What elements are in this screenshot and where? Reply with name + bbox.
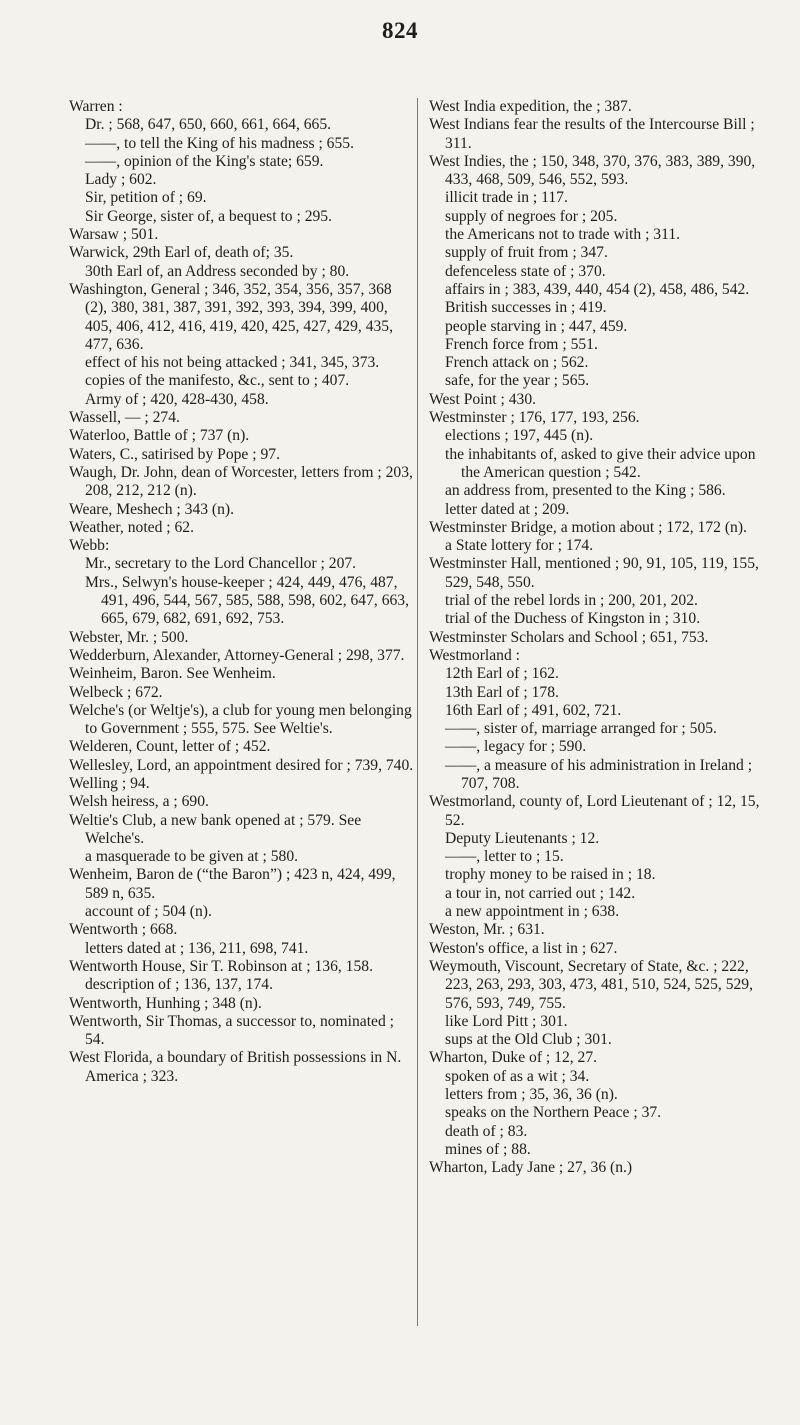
index-subentry: an address from, presented to the King ; 586. <box>445 482 726 500</box>
index-entry: Waters, C., satirised by Pope ; 97. <box>69 445 280 463</box>
index-entry: West Point ; 430. <box>429 390 537 408</box>
index-subentry: ——, to tell the King of his madness ; 655. <box>85 134 354 152</box>
index-subentry: 16th Earl of ; 491, 602, 721. <box>445 701 622 719</box>
index-entry: West India expedition, the ; 387. <box>429 98 632 115</box>
index-subentry: 30th Earl of, an Address seconded by ; 80. <box>85 262 350 280</box>
index-subentry: Deputy Lieutenants ; 12. <box>445 829 600 847</box>
index-subentry: trial of the rebel lords in ; 200, 201, 202. <box>445 592 698 610</box>
index-entry: Weymouth, Viscount, Secretary of State, &c. ; 222, 223, 263, 293, 303, 473, 481, 510, 524, 525, 529, 576, 593, 749, 755. <box>429 957 753 1012</box>
index-subentry: a State lottery for ; 174. <box>445 537 594 555</box>
index-entry: Welbeck ; 672. <box>69 683 163 701</box>
index-subentry: Sir, petition of ; 69. <box>85 189 207 207</box>
index-entry: Warren : <box>69 98 123 115</box>
index-subentry: defenceless state of ; 370. <box>445 262 606 280</box>
index-subentry: ——, letter to ; 15. <box>445 848 564 866</box>
index-entry: Warsaw ; 501. <box>69 226 159 244</box>
index-entry: Wentworth, Hunhing ; 348 (n). <box>69 994 262 1012</box>
index-subentry: speaks on the Northern Peace ; 37. <box>445 1104 662 1122</box>
index-entry: Wellesley, Lord, an appointment desired for ; 739, 740. <box>69 756 414 774</box>
index-subentry: affairs in ; 383, 439, 440, 454 (2), 458, 486, 542. <box>445 280 750 298</box>
index-subentry: description of ; 136, 137, 174. <box>85 976 273 994</box>
index-subentry: mines of ; 88. <box>445 1140 531 1158</box>
index-entry: Welche's (or Weltje's), a club for young men belonging to Government ; 555, 575. See Weltie's. <box>69 701 412 738</box>
index-entry: Weston, Mr. ; 631. <box>429 921 545 939</box>
index-subentry: 12th Earl of ; 162. <box>445 665 559 683</box>
index-subentry: ——, legacy for ; 590. <box>445 738 587 756</box>
column-divider <box>417 98 418 1326</box>
index-subentry: Mrs., Selwyn's house-keeper ; 424, 449, 476, 487, 491, 496, 544, 567, 585, 588, 598, 602, 647, 663, 665, 679, 682, 691, 692, 753. <box>85 573 409 628</box>
index-subentry: supply of negroes for ; 205. <box>445 207 618 225</box>
index-entry: Wentworth House, Sir T. Robinson at ; 136, 158. <box>69 957 373 975</box>
index-subentry: Dr. ; 568, 647, 650, 660, 661, 664, 665. <box>85 116 332 134</box>
index-subentry: illicit trade in ; 117. <box>445 189 568 207</box>
index-column-right <box>429 98 774 1178</box>
index-subentry: 13th Earl of ; 178. <box>445 683 559 701</box>
index-entry: Waterloo, Battle of ; 737 (n). <box>69 427 250 445</box>
index-subentry: Mr., secretary to the Lord Chancellor ; 207. <box>85 555 357 573</box>
index-entry: Weltie's Club, a new bank opened at ; 579. See Welche's. <box>69 811 362 847</box>
index-entry: Westmorland, county of, Lord Lieutenant of ; 12, 15, 52. <box>429 793 760 829</box>
index-subentry: the inhabitants of, asked to give their advice upon the American question ; 542. <box>445 445 756 481</box>
index-subentry: death of ; 83. <box>445 1122 528 1140</box>
index-entry: Wenheim, Baron de (“the Baron”) ; 423 n, 424, 499, 589 n, 635. <box>69 866 396 902</box>
index-subentry: trial of the Duchess of Kingston in ; 310. <box>445 610 701 628</box>
index-subentry: French force from ; 551. <box>445 335 598 353</box>
index-subentry: safe, for the year ; 565. <box>445 372 590 390</box>
index-entry: Weare, Meshech ; 343 (n). <box>69 500 235 518</box>
index-subentry: like Lord Pitt ; 301. <box>445 1012 568 1030</box>
index-entry: Weston's office, a list in ; 627. <box>429 939 618 957</box>
index-entry: Wharton, Duke of ; 12, 27. <box>429 1049 598 1067</box>
index-entry: Weinheim, Baron. See Wenheim. <box>69 665 276 683</box>
index-subentry: spoken of as a wit ; 34. <box>445 1067 590 1085</box>
index-subentry: Army of ; 420, 428-430, 458. <box>85 390 269 408</box>
index-entry: Welsh heiress, a ; 690. <box>69 793 209 811</box>
index-subentry: ——, a measure of his administration in Ireland ; 707, 708. <box>445 756 753 792</box>
index-subentry: supply of fruit from ; 347. <box>445 244 608 262</box>
index-entry: Webb: <box>69 537 110 555</box>
index-subentry: Lady ; 602. <box>85 171 157 189</box>
index-entry: West Indians fear the results of the Intercourse Bill ; 311. <box>429 116 755 152</box>
index-entry: Wassell, — ; 274. <box>69 409 180 427</box>
index-subentry: a masquerade to be given at ; 580. <box>85 848 299 866</box>
index-subentry: sups at the Old Club ; 301. <box>445 1031 612 1049</box>
index-subentry: people starving in ; 447, 459. <box>445 317 628 335</box>
index-subentry: effect of his not being attacked ; 341, 345, 373. <box>85 354 380 372</box>
index-column-left <box>69 98 414 1086</box>
index-entry: Wentworth, Sir Thomas, a successor to, nominated ; 54. <box>69 1012 395 1049</box>
index-entry: Westminster ; 176, 177, 193, 256. <box>429 409 640 427</box>
index-subentry: ——, opinion of the King's state; 659. <box>85 152 324 170</box>
index-entry: Welling ; 94. <box>69 774 150 792</box>
index-subentry: letters dated at ; 136, 211, 698, 741. <box>85 939 309 957</box>
index-entry: Washington, General ; 346, 352, 354, 356, 357, 368 (2), 380, 381, 387, 391, 392, 393, 394, 399, 400, 405, 406, 412, 416, 419, 420, 425, 427, 429, 435, 477, 636. <box>69 280 393 353</box>
index-subentry: the Americans not to trade with ; 311. <box>445 226 681 244</box>
index-subentry: letters from ; 35, 36, 36 (n). <box>445 1086 618 1104</box>
index-subentry: ——, sister of, marriage arranged for ; 505. <box>445 720 717 738</box>
index-subentry: copies of the manifesto, &c., sent to ; 407. <box>85 372 350 390</box>
index-entry: Warwick, 29th Earl of, death of; 35. <box>69 244 294 262</box>
index-entry: Wharton, Lady Jane ; 27, 36 (n.) <box>429 1159 633 1177</box>
index-entry: Wentworth ; 668. <box>69 921 178 939</box>
index-subentry: a new appointment in ; 638. <box>445 903 620 921</box>
index-entry: Webster, Mr. ; 500. <box>69 628 189 646</box>
index-subentry: account of ; 504 (n). <box>85 903 212 921</box>
index-subentry: a tour in, not carried out ; 142. <box>445 884 636 902</box>
index-entry: Weather, noted ; 62. <box>69 518 194 536</box>
index-subentry: elections ; 197, 445 (n). <box>445 427 594 445</box>
page-number: 824 <box>382 18 418 43</box>
index-subentry: letter dated at ; 209. <box>445 500 570 518</box>
index-entry: Wedderburn, Alexander, Attorney-General ; 298, 377. <box>69 646 405 664</box>
index-entry: Westmorland : <box>429 646 520 664</box>
index-entry: Westminster Hall, mentioned ; 90, 91, 105, 119, 155, 529, 548, 550. <box>429 555 759 591</box>
index-subentry: Sir George, sister of, a bequest to ; 295. <box>85 207 333 225</box>
index-subentry: British successes in ; 419. <box>445 299 607 317</box>
index-entry: Westminster Scholars and School ; 651, 753. <box>429 628 709 646</box>
index-entry: Waugh, Dr. John, dean of Worcester, letters from ; 203, 208, 212, 212 (n). <box>69 463 413 500</box>
index-subentry: trophy money to be raised in ; 18. <box>445 866 656 884</box>
index-entry: Welderen, Count, letter of ; 452. <box>69 738 271 756</box>
index-entry: Westminster Bridge, a motion about ; 172, 172 (n). <box>429 518 747 536</box>
index-subentry: French attack on ; 562. <box>445 354 589 372</box>
index-entry: West Indies, the ; 150, 348, 370, 376, 383, 389, 390, 433, 468, 509, 546, 552, 593. <box>429 152 756 189</box>
index-entry: West Florida, a boundary of British possessions in N. America ; 323. <box>69 1049 402 1085</box>
